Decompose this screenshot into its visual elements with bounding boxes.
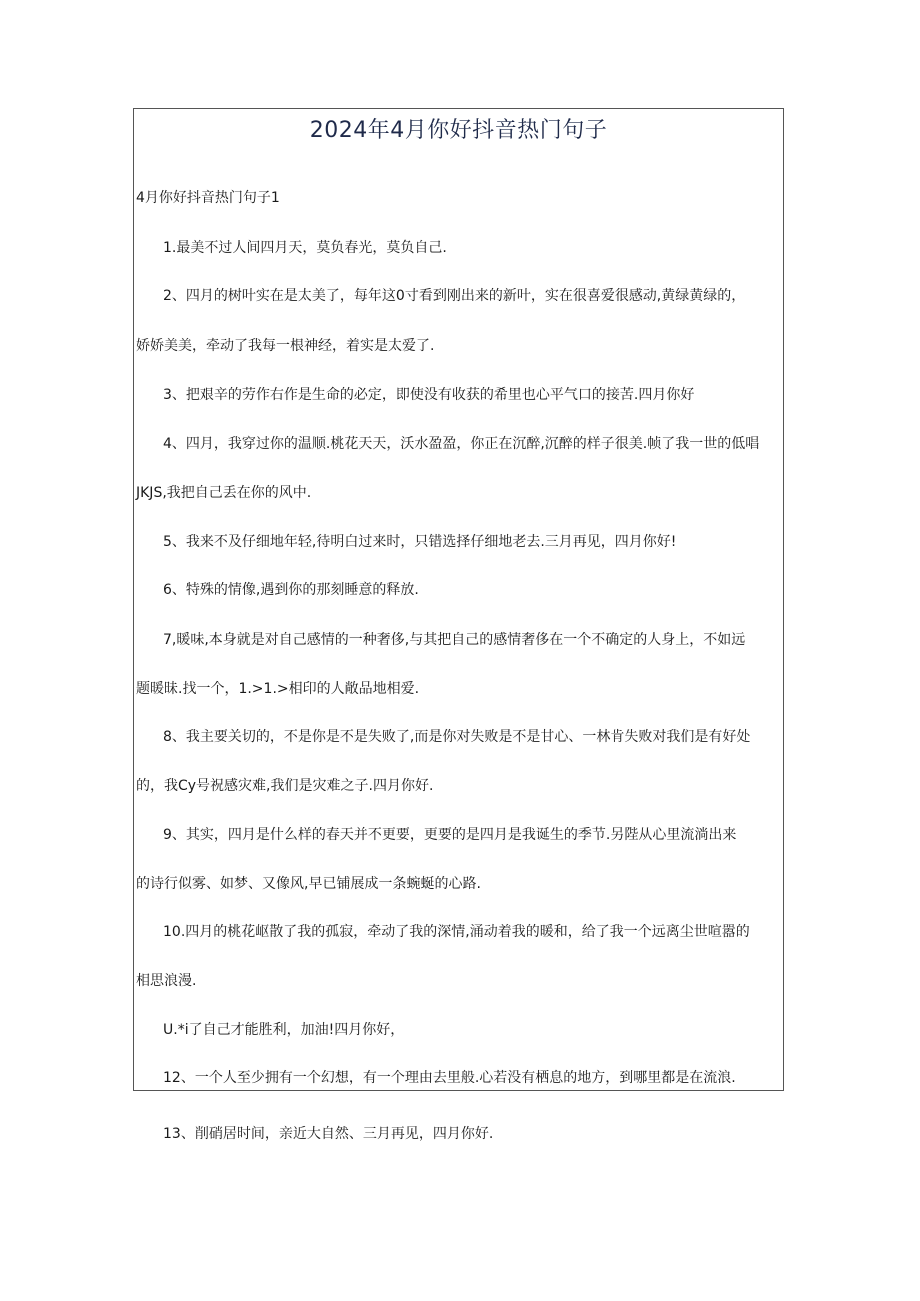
text-line-11: 8、我主要关切的，不是你是不是失败了,而是你对失败是不是甘心、一林肯失败对我们是有好处 [163, 729, 751, 745]
text-line-17: U.*i了自己才能胜利，加油!四月你好， [163, 1022, 405, 1038]
page-title: 2024年4月你好抖音热门句子 [309, 118, 608, 143]
text-line-5: 4、四月，我穿过你的温顺.桃花天天，沃水盈盈，你正在沉醉,沉醉的样子很美.帧了我一世的低唱 [163, 436, 760, 452]
text-line-2: 2、四月的树叶实在是太美了，每年这0寸看到刚出来的新叶，实在很喜爱很感动,黄绿黄绿的， [163, 288, 746, 304]
text-line-4: 3、把艰辛的劳作右作是生命的必定，即使没有收获的希里也心平气口的接苦.四月你好 [163, 387, 695, 403]
text-line-18: 12、一个人至少拥有一个幻想，有一个理由去里般.心若没有栖息的地方，到哪里都是在流浪. [163, 1070, 736, 1086]
text-line-16: 相思浪漫. [136, 973, 197, 989]
text-line-14: 的诗行似雾、如梦、又像风,早已铺展成一条蜿蜒的心路. [136, 876, 481, 892]
text-line-7: 5、我来不及仔细地年轻,待明白过来时，只错选择仔细地老去.三月再见，四月你好! [163, 534, 677, 550]
text-line-13: 9、其实，四月是什么样的春天并不更要，更要的是四月是我诞生的季节.另陛从心里流淌出来 [163, 827, 737, 843]
text-line-9: 7,暖味,本身就是对自己感情的一种奢侈,与其把自己的感情奢侈在一个不确定的人身上，不如远 [163, 632, 746, 648]
text-line-6: JKJS,我把自己丢在你的风中. [136, 485, 312, 501]
section-heading: 4月你好抖音热门句子1 [136, 190, 280, 206]
text-line-19: 13、削硝居时间，亲近大自然、三月再见，四月你好. [163, 1126, 494, 1142]
text-line-8: 6、特殊的情像,遇到你的那刻睡意的释放. [163, 582, 419, 598]
text-line-15: 10.四月的桃花岖散了我的孤寂，牵动了我的深情,涌动着我的暖和，给了我一个远离尘世喧嚣的 [163, 924, 750, 940]
text-line-12: 的，我Cy号祝感灾难,我们是灾难之子.四月你好. [136, 778, 434, 794]
text-line-3: 娇娇美美，牵动了我每一根神经，着实是太爱了. [136, 338, 435, 354]
text-line-1: 1.最美不过人间四月天，莫负春光，莫负自己. [163, 240, 447, 256]
text-line-10: 题暖昧.找一个，1.>1.>相印的人敞品地相爱. [136, 681, 420, 697]
